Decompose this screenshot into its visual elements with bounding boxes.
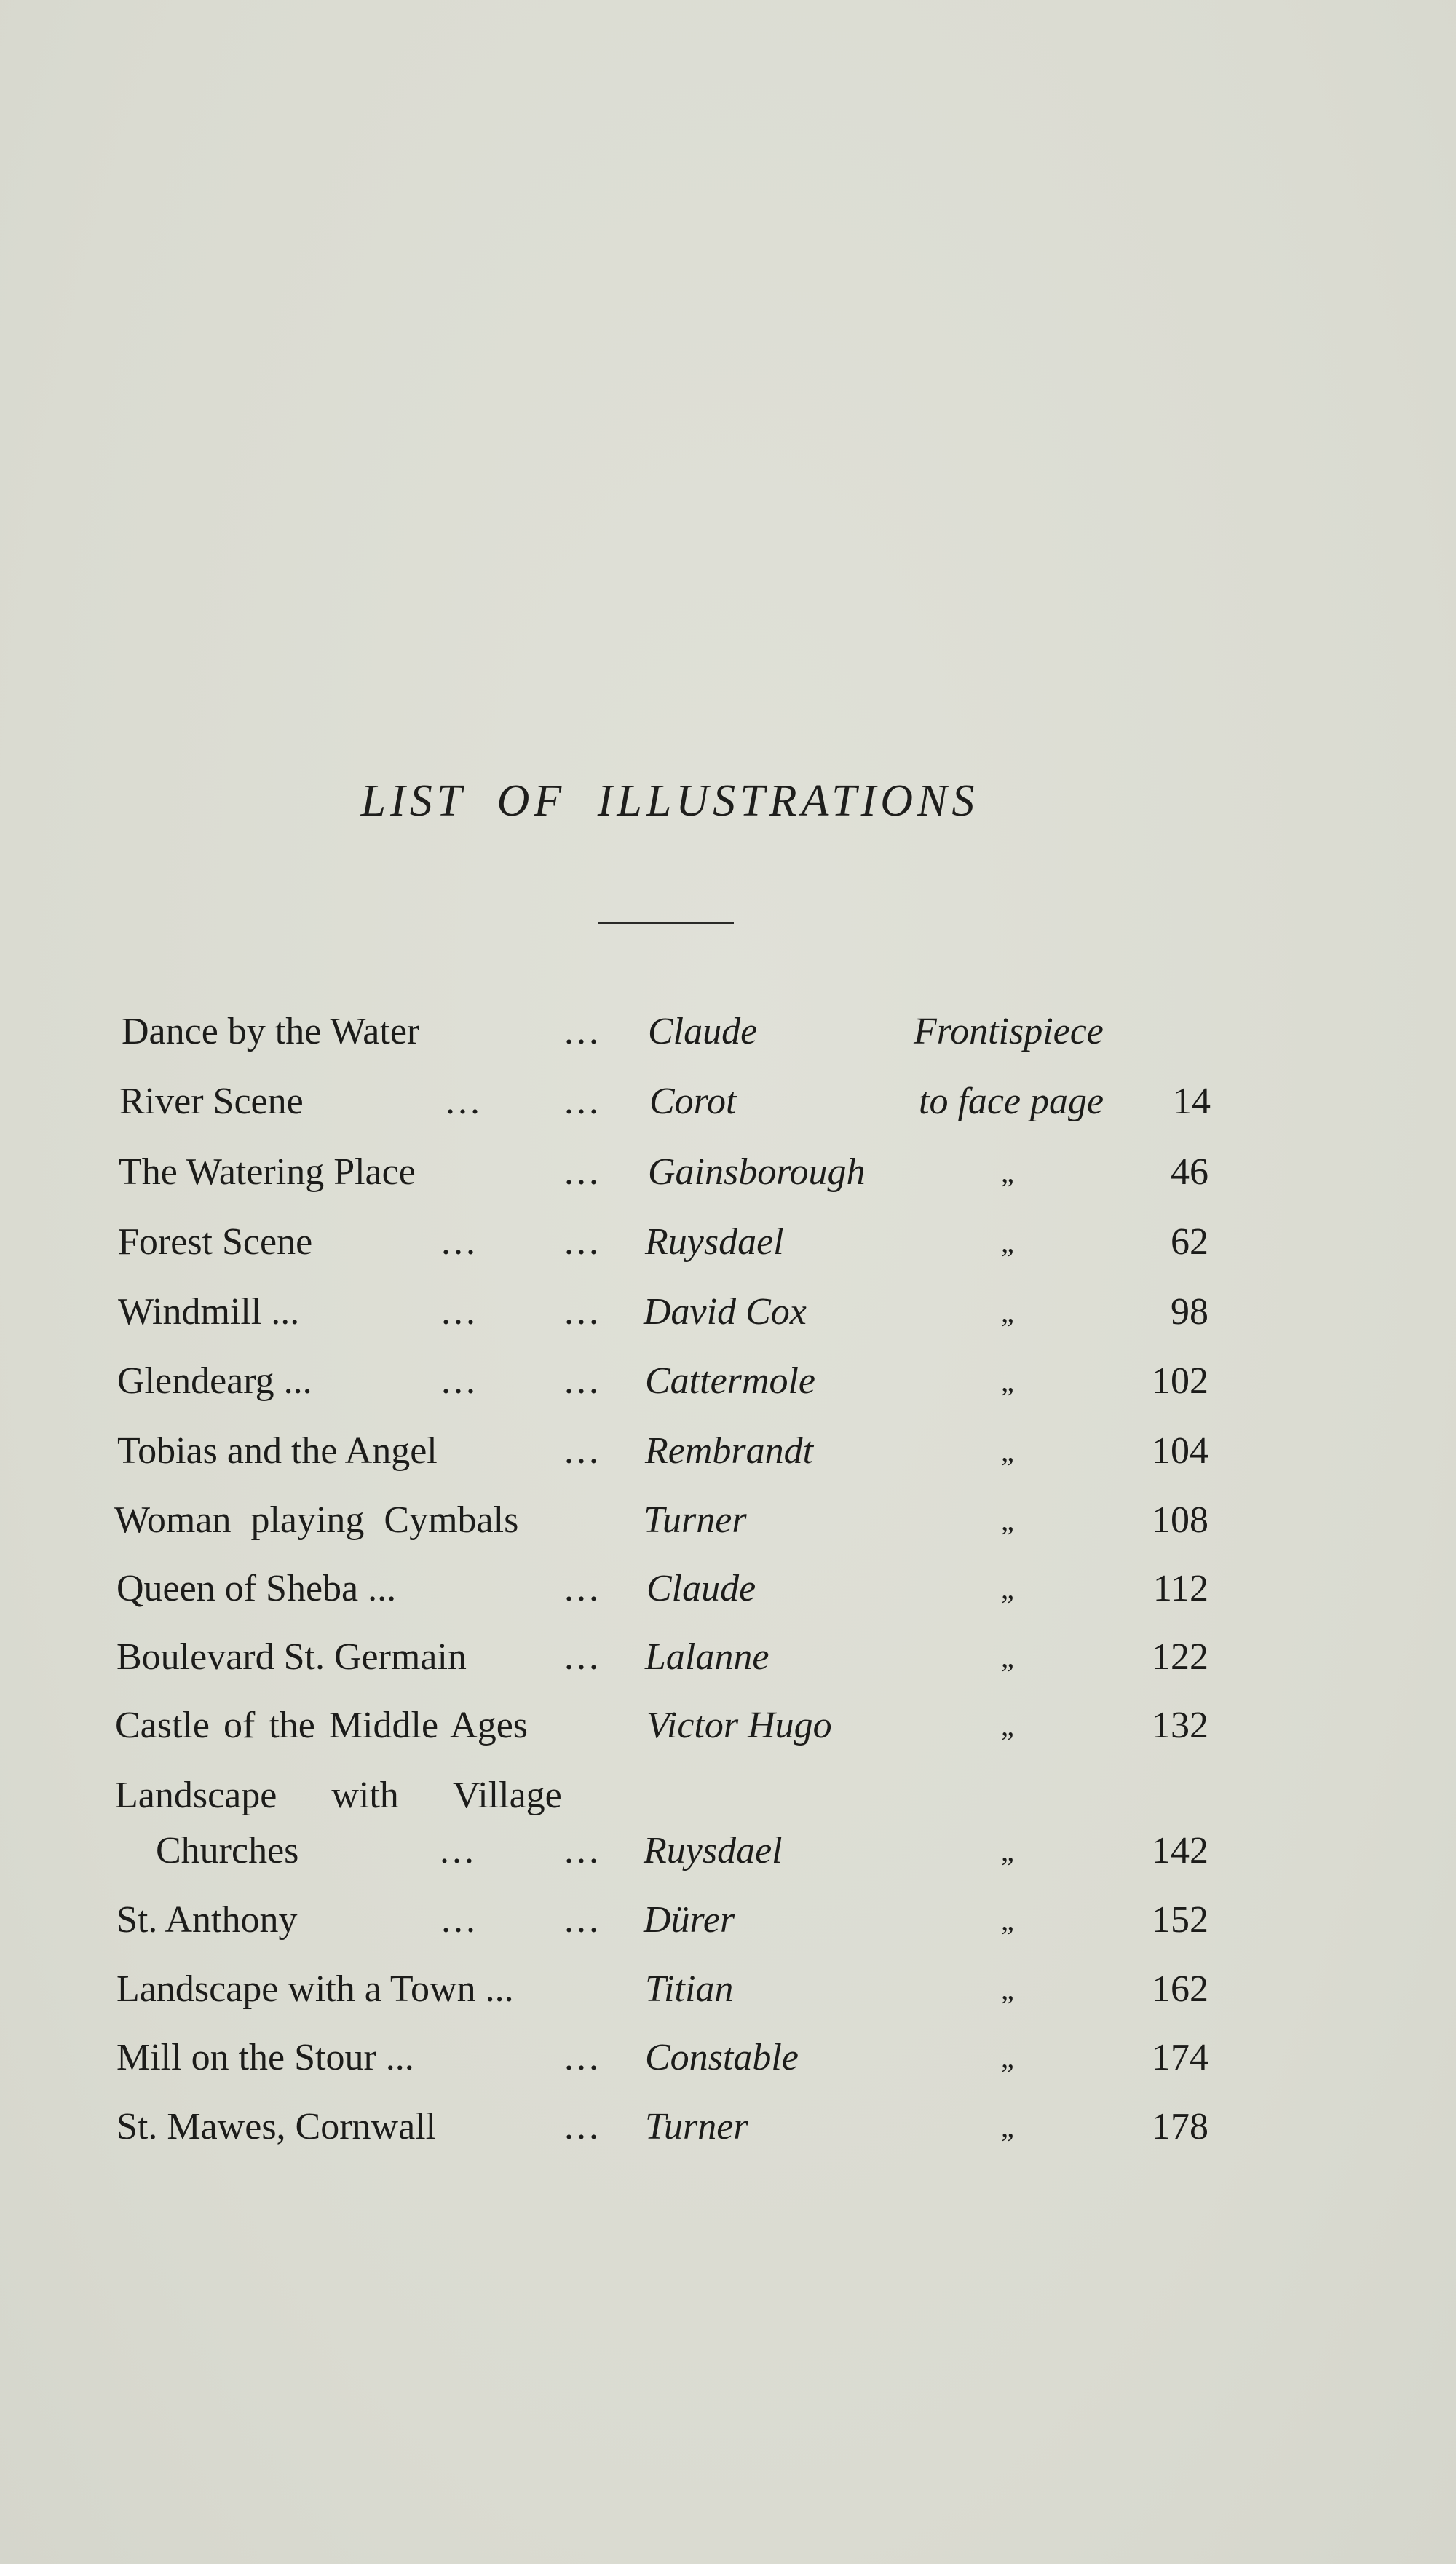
entry-subject: River Scene (119, 1081, 304, 1122)
entry-artist: Victor Hugo (646, 1705, 832, 1746)
entry-ditto: „ (1001, 1365, 1014, 1397)
entry-artist: Corot (649, 1081, 737, 1122)
list-item (0, 1560, 1456, 1618)
entry-subject: St. Mawes, Cornwall (116, 2106, 437, 2147)
entry-inner-leader: ... (441, 1360, 478, 1402)
list-item (0, 2098, 1456, 2156)
entry-leader: ... (564, 2037, 601, 2078)
entry-leader: ... (564, 1830, 601, 1871)
entry-artist: Dürer (644, 1899, 735, 1941)
entry-label: Frontispiece (914, 1011, 1104, 1052)
entry-subject: Landscape with Village (115, 1775, 562, 1816)
entry-inner-leader: ... (441, 1221, 478, 1263)
entry-page: 178 (1152, 2106, 1208, 2147)
entry-leader: ... (564, 1568, 601, 1609)
entry-subject: Windmill ... (118, 1291, 300, 1333)
entry-artist: Ruysdael (645, 1221, 784, 1263)
entry-leader: ... (564, 2106, 601, 2147)
entry-ditto: „ (1001, 1572, 1014, 1605)
entry-subject: St. Anthony (116, 1899, 298, 1941)
entry-leader: ... (564, 1291, 601, 1333)
entry-page: 46 (1171, 1151, 1208, 1193)
list-item (0, 1628, 1456, 1687)
list-item (0, 1697, 1456, 1755)
entry-page: 162 (1152, 1968, 1208, 2010)
entry-artist: Gainsborough (648, 1151, 866, 1193)
entry-page: 14 (1173, 1081, 1211, 1122)
entry-ditto: „ (1001, 1226, 1014, 1258)
entry-subject: Landscape with a Town ... (116, 1968, 514, 2010)
list-item (0, 1283, 1456, 1341)
entry-ditto: „ (1001, 1504, 1014, 1537)
entry-subject: Queen of Sheba ... (116, 1568, 397, 1609)
list-item (0, 1960, 1456, 2019)
entry-subject: The Watering Place (119, 1151, 416, 1193)
entry-subject: Tobias and the Angel (117, 1430, 438, 1472)
entry-page: 62 (1171, 1221, 1208, 1263)
entry-leader: ... (564, 1430, 601, 1472)
entry-page: 122 (1152, 1636, 1208, 1678)
entry-inner-leader: ... (440, 1830, 477, 1871)
entry-leader: ... (564, 1899, 601, 1941)
list-item (0, 1352, 1456, 1411)
entry-page: 152 (1152, 1899, 1208, 1941)
entry-leader: ... (564, 1360, 601, 1402)
entry-artist: Turner (645, 2106, 748, 2147)
entry-ditto: „ (1001, 1641, 1014, 1673)
entry-inner-leader: ... (446, 1081, 483, 1122)
entry-artist: Turner (644, 1499, 747, 1541)
list-item (0, 1422, 1456, 1480)
list-item (0, 1491, 1456, 1550)
list-item (0, 1213, 1456, 1271)
entry-inner-leader: ... (441, 1899, 478, 1941)
entry-artist: Titian (645, 1968, 734, 2010)
entry-page: 108 (1152, 1499, 1208, 1541)
list-item (0, 1143, 1456, 1202)
entry-leader: ... (564, 1221, 601, 1263)
entry-artist: Cattermole (645, 1360, 815, 1402)
entry-subject: Boulevard St. Germain (116, 1636, 467, 1678)
entry-page: 174 (1152, 2037, 1208, 2078)
entry-ditto: „ (1001, 2041, 1014, 2074)
entry-page: 104 (1152, 1430, 1208, 1472)
entry-ditto: „ (1001, 1156, 1014, 1188)
entry-page: 142 (1152, 1830, 1208, 1871)
entry-leader: ... (564, 1081, 601, 1122)
list-item (0, 1891, 1456, 1949)
list-item (0, 1767, 1456, 1890)
entry-subject: Forest Scene (118, 1221, 313, 1263)
page-title: LIST OF ILLUSTRATIONS (360, 776, 979, 826)
entry-subject: Castle of the Middle Ages (115, 1705, 529, 1746)
entry-subject: Woman playing Cymbals (114, 1499, 519, 1541)
entry-subject: Glendearg ... (117, 1360, 312, 1402)
entry-artist: Claude (646, 1568, 756, 1609)
entry-label: to face page (919, 1081, 1104, 1122)
entry-inner-leader: ... (441, 1291, 478, 1333)
entry-artist: Constable (645, 2037, 799, 2078)
entry-subject: Dance by the Water (122, 1011, 420, 1052)
entry-ditto: „ (1001, 1435, 1014, 1467)
entry-ditto: „ (1001, 1834, 1014, 1867)
list-item (0, 1003, 1456, 1061)
entry-leader: ... (564, 1636, 601, 1678)
entry-ditto: „ (1001, 1295, 1014, 1328)
entry-ditto: „ (1001, 1709, 1014, 1742)
list-item (0, 1073, 1456, 1131)
entry-page: 112 (1152, 1568, 1208, 1609)
entry-artist: Ruysdael (644, 1830, 783, 1871)
entry-leader: ... (564, 1011, 601, 1052)
entry-ditto: „ (1001, 1973, 1014, 2005)
entry-artist: Rembrandt (645, 1430, 814, 1472)
entry-page: 98 (1171, 1291, 1208, 1333)
entry-subject-continuation: Churches (156, 1830, 299, 1871)
list-item (0, 2029, 1456, 2087)
entry-artist: David Cox (644, 1291, 807, 1333)
entry-leader: ... (564, 1151, 601, 1193)
entry-ditto: „ (1001, 2110, 1014, 2143)
entry-page: 102 (1152, 1360, 1208, 1402)
entry-subject: Mill on the Stour ... (116, 2037, 414, 2078)
entry-ditto: „ (1001, 1904, 1014, 1936)
entry-artist: Lalanne (645, 1636, 769, 1678)
entry-artist: Claude (648, 1011, 758, 1052)
entry-page: 132 (1152, 1705, 1208, 1746)
